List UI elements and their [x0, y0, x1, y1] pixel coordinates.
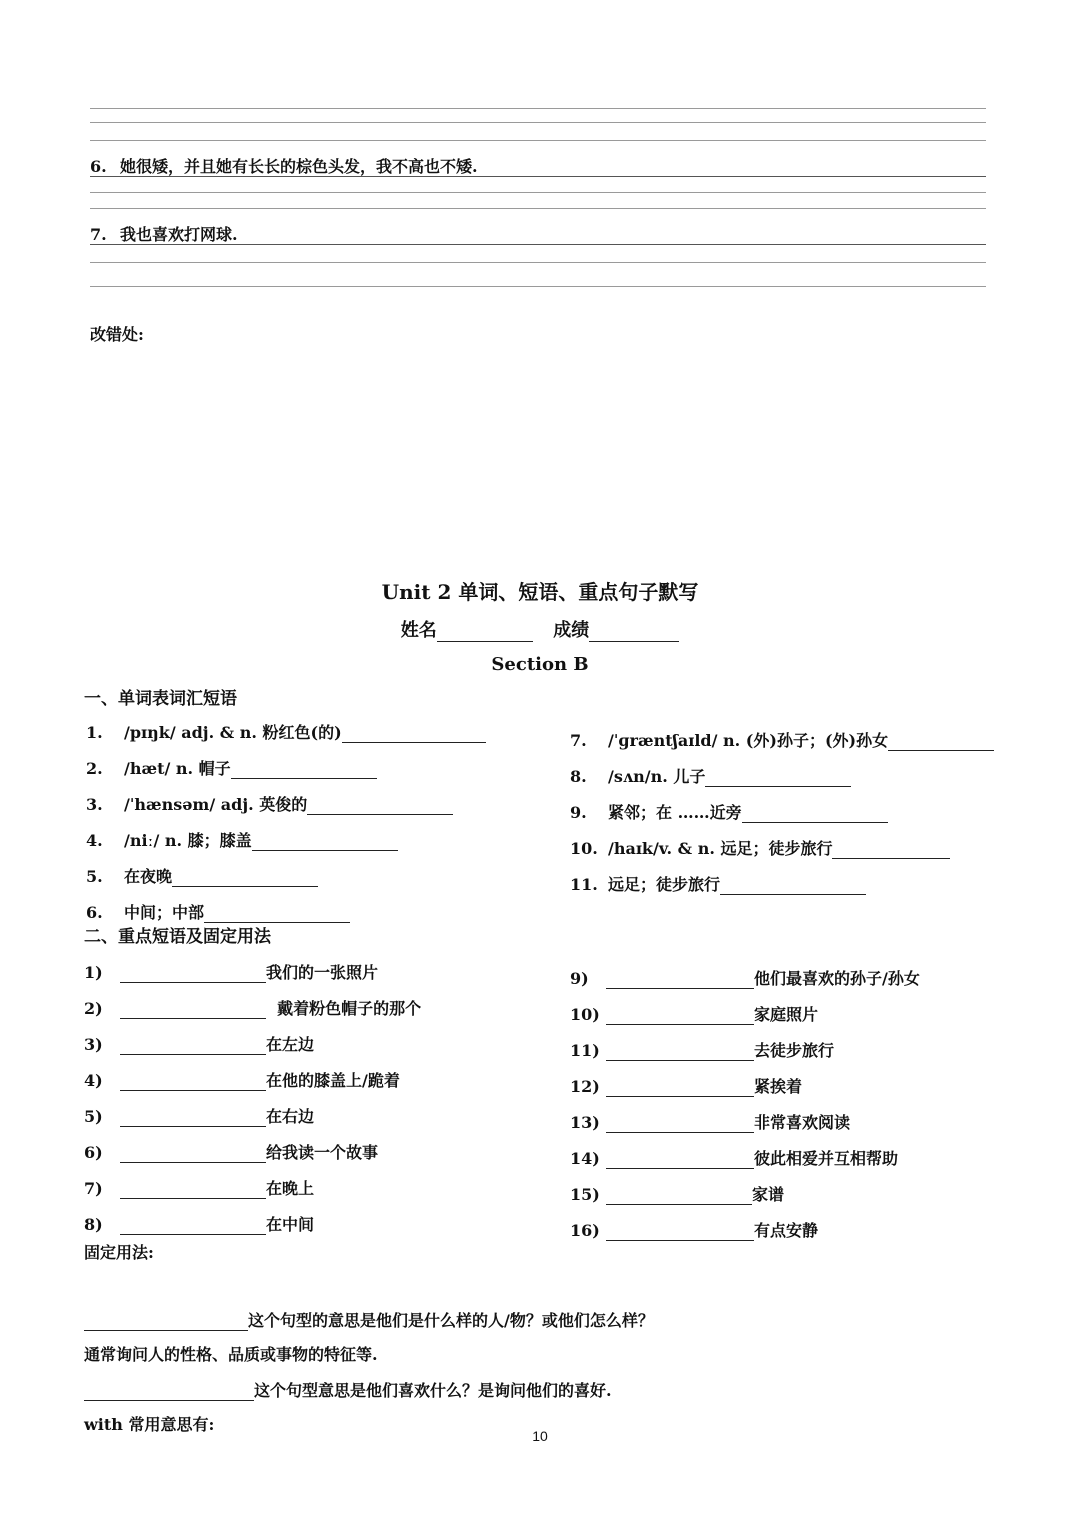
item-text: /sʌn/n. 儿子	[608, 767, 706, 786]
answer-blank[interactable]	[120, 1216, 266, 1235]
writing-line[interactable]	[90, 192, 986, 193]
item-number: 3)	[84, 1035, 103, 1054]
item-text: 在夜晚	[124, 867, 173, 886]
answer-blank[interactable]	[204, 904, 350, 923]
fixed-usage-line	[84, 1378, 612, 1401]
item-number: 9)	[570, 969, 589, 988]
item-text: 家谱	[752, 1185, 785, 1204]
answer-blank[interactable]	[120, 1036, 266, 1055]
vocab-item	[570, 728, 994, 751]
answer-blank[interactable]	[720, 876, 866, 895]
item-number: 11)	[570, 1041, 600, 1060]
item-number: 6.	[86, 903, 103, 922]
answer-blank[interactable]	[307, 796, 453, 815]
answer-blank[interactable]	[606, 1042, 754, 1061]
section-title: Section B	[491, 654, 589, 675]
item-number: 15)	[570, 1185, 600, 1204]
answer-blank[interactable]	[120, 1108, 266, 1127]
answer-blank[interactable]	[832, 840, 950, 859]
phrase-item	[84, 1104, 314, 1127]
sentence-text: 我也喜欢打网球.	[120, 225, 238, 244]
item-number: 2)	[84, 999, 103, 1018]
translation-sentence-6	[90, 154, 478, 177]
sentence-number: 7.	[90, 225, 107, 244]
fixed-usage-line	[84, 1308, 654, 1331]
item-number: 5.	[86, 867, 103, 886]
item-text: 彼此相爱并互相帮助	[754, 1149, 899, 1168]
item-text: 远足；徒步旅行	[608, 875, 721, 894]
item-number: 1.	[86, 723, 103, 742]
phrase-item	[570, 1146, 898, 1169]
item-number: 3.	[86, 795, 103, 814]
item-text: 中间；中部	[124, 903, 205, 922]
writing-line[interactable]	[90, 140, 986, 141]
sentence-number: 6.	[90, 157, 107, 176]
answer-blank[interactable]	[606, 1186, 752, 1205]
vocab-item	[86, 756, 377, 779]
item-text: /pɪŋk/ adj. & n. 粉红色(的)	[124, 723, 342, 742]
item-text: 在他的膝盖上/跪着	[266, 1071, 400, 1090]
item-text: 紧挨着	[754, 1077, 803, 1096]
item-text: 去徒步旅行	[754, 1041, 835, 1060]
phrase-item	[570, 1182, 784, 1205]
score-label: 成绩	[553, 620, 590, 641]
item-text: /niː/ n. 膝；膝盖	[124, 831, 252, 850]
answer-blank[interactable]	[606, 1078, 754, 1097]
answer-blank[interactable]	[606, 970, 754, 989]
item-number: 5)	[84, 1107, 103, 1126]
vocab-item	[570, 836, 950, 859]
item-number: 16)	[570, 1221, 600, 1240]
item-number: 12)	[570, 1077, 600, 1096]
item-text: 给我读一个故事	[266, 1143, 379, 1162]
item-text: /ˈɡræntʃaɪld/ n. (外)孙子；(外)孙女	[608, 731, 889, 750]
answer-blank[interactable]	[606, 1222, 754, 1241]
item-text: 紧邻；在 ……近旁	[608, 803, 742, 822]
sentence-text: 她很矮，并且她有长长的棕色头发，我不高也不矮.	[120, 157, 478, 176]
phrase-item	[570, 1110, 850, 1133]
name-blank[interactable]	[437, 623, 533, 642]
vocab-item	[86, 900, 350, 923]
answer-blank[interactable]	[120, 964, 266, 983]
item-text: /ˈhænsəm/ adj. 英俊的	[124, 795, 308, 814]
item-number: 9.	[570, 803, 587, 822]
answer-blank[interactable]	[888, 732, 994, 751]
fixed-usage-label: 固定用法:	[84, 1243, 154, 1262]
phrase-item	[84, 1068, 400, 1091]
answer-blank[interactable]	[606, 1150, 754, 1169]
item-text: 在晚上	[266, 1179, 315, 1198]
answer-blank[interactable]	[84, 1382, 254, 1401]
page-number: 10	[532, 1428, 548, 1444]
item-number: 10)	[570, 1005, 600, 1024]
name-label: 姓名	[400, 620, 437, 641]
vocab-item	[86, 720, 486, 743]
writing-line[interactable]	[90, 286, 986, 287]
part2-heading: 二、重点短语及固定用法	[84, 927, 271, 947]
answer-blank[interactable]	[742, 804, 888, 823]
part1-heading: 一、单词表词汇短语	[84, 689, 237, 709]
score-blank[interactable]	[589, 623, 679, 642]
item-text: 在左边	[266, 1035, 315, 1054]
usage-text: 这个句型的意思是他们是什么样的人/物？或他们怎么样？	[248, 1311, 654, 1330]
item-number: 4)	[84, 1071, 103, 1090]
item-text: /haɪk/v. & n. 远足；徒步旅行	[608, 839, 833, 858]
item-number: 7.	[570, 731, 587, 750]
item-number: 13)	[570, 1113, 600, 1132]
worksheet-title: Unit 2 单词、短语、重点句子默写	[381, 580, 699, 604]
answer-blank[interactable]	[252, 832, 398, 851]
writing-line[interactable]	[90, 262, 986, 263]
item-number: 8.	[570, 767, 587, 786]
answer-blank[interactable]	[120, 1000, 266, 1019]
item-number: 4.	[86, 831, 103, 850]
item-text: 在中间	[266, 1215, 315, 1234]
usage-text: 这个句型意思是他们喜欢什么？是询问他们的喜好.	[254, 1381, 612, 1400]
answer-blank[interactable]	[606, 1006, 754, 1025]
translation-sentence-7	[90, 222, 238, 245]
correction-label: 改错处:	[90, 325, 144, 344]
item-text: /hæt/ n. 帽子	[124, 759, 231, 778]
phrase-item	[84, 996, 421, 1019]
vocab-item	[570, 764, 851, 787]
item-number: 1)	[84, 963, 103, 982]
phrase-item	[84, 1176, 314, 1199]
phrase-item	[570, 1074, 802, 1097]
vocab-item	[86, 864, 318, 887]
answer-blank[interactable]	[172, 868, 318, 887]
item-number: 2.	[86, 759, 103, 778]
item-text: 戴着粉色帽子的那个	[277, 999, 422, 1018]
vocab-item	[86, 828, 398, 851]
vocab-item	[86, 792, 453, 815]
phrase-item	[84, 1032, 314, 1055]
item-text: 有点安静	[754, 1221, 819, 1240]
answer-blank[interactable]	[606, 1114, 754, 1133]
phrase-item	[84, 1212, 314, 1235]
item-text: 我们的一张照片	[266, 963, 379, 982]
item-text: 非常喜欢阅读	[754, 1113, 851, 1132]
answer-blank[interactable]	[120, 1180, 266, 1199]
answer-blank[interactable]	[705, 768, 851, 787]
item-number: 6)	[84, 1143, 103, 1162]
phrase-item	[84, 1140, 378, 1163]
item-text: 他们最喜欢的孙子/孙女	[754, 969, 920, 988]
vocab-item	[570, 872, 866, 895]
answer-blank[interactable]	[120, 1144, 266, 1163]
writing-line[interactable]	[90, 108, 986, 109]
phrase-item	[84, 960, 378, 983]
item-number: 10.	[570, 839, 598, 858]
phrase-item	[570, 1002, 818, 1025]
item-number: 8)	[84, 1215, 103, 1234]
vocab-item	[570, 800, 888, 823]
answer-blank[interactable]	[120, 1072, 266, 1091]
writing-line[interactable]	[90, 122, 986, 123]
answer-blank[interactable]	[84, 1312, 248, 1331]
item-number: 11.	[570, 875, 598, 894]
item-text: 在右边	[266, 1107, 315, 1126]
answer-blank[interactable]	[231, 760, 377, 779]
phrase-item	[570, 1038, 834, 1061]
usage-text: with 常用意思有:	[84, 1415, 215, 1434]
answer-blank[interactable]	[342, 724, 486, 743]
usage-text: 通常询问人的性格、品质或事物的特征等.	[84, 1345, 378, 1364]
name-score-row	[0, 616, 1080, 642]
item-text: 家庭照片	[754, 1005, 819, 1024]
phrase-item	[570, 966, 920, 989]
phrase-item	[570, 1218, 818, 1241]
writing-line[interactable]	[90, 208, 986, 209]
item-number: 14)	[570, 1149, 600, 1168]
item-number: 7)	[84, 1179, 103, 1198]
